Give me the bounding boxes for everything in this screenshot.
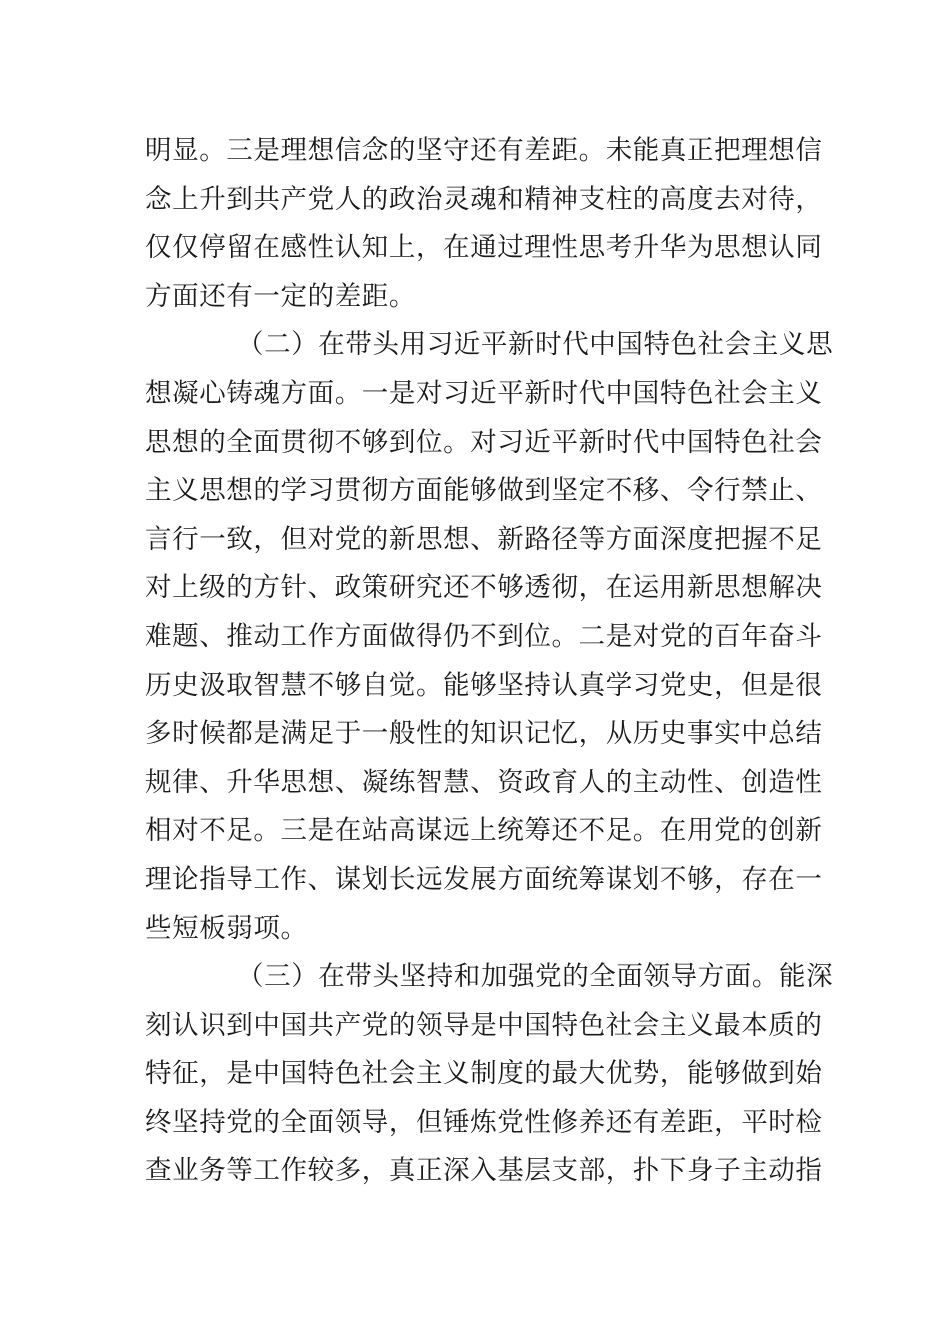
text-line: 多时候都是满足于一般性的知识记忆，从历史事实中总结 — [145, 718, 823, 750]
text-line: 特征，是中国特色社会主义制度的最大优势，能够做到始 — [145, 1058, 823, 1090]
text-line: 主义思想的学习贯彻方面能够做到坚定不移、令行禁止、 — [145, 475, 823, 507]
text-line: 思想的全面贯彻不够到位。对习近平新时代中国特色社会 — [145, 426, 823, 458]
text-line: 相对不足。三是在站高谋远上统筹还不足。在用党的创新 — [145, 815, 823, 847]
text-line: 些短板弱项。 — [145, 912, 308, 944]
document-body — [145, 127, 834, 1196]
section-heading-line: （二）在带头用习近平新时代中国特色社会主义思 — [237, 329, 834, 361]
text-line: 言行一致，但对党的新思想、新路径等方面深度把握不足 — [145, 523, 823, 555]
text-line: 念上升到共产党人的政治灵魂和精神支柱的高度去对待， — [145, 183, 823, 215]
text-line: 方面还有一定的差距。 — [145, 280, 416, 312]
text-line: 仅仅停留在感性认知上，在通过理性思考升华为思想认同 — [145, 232, 823, 264]
text-line: 想凝心铸魂方面。一是对习近平新时代中国特色社会主义 — [145, 377, 823, 409]
text-line: 刻认识到中国共产党的领导是中国特色社会主义最本质的 — [145, 1009, 823, 1041]
section-heading-line: （三）在带头坚持和加强党的全面领导方面。能深 — [237, 961, 834, 993]
text-line: 难题、推动工作方面做得仍不到位。二是对党的百年奋斗 — [145, 620, 823, 652]
text-line: 对上级的方针、政策研究还不够透彻，在运用新思想解决 — [145, 572, 823, 604]
text-line: 明显。三是理想信念的坚守还有差距。未能真正把理想信 — [145, 135, 823, 166]
text-line: 终坚持党的全面领导，但锤炼党性修养还有差距，平时检 — [145, 1106, 823, 1138]
text-line: 规律、升华思想、凝练智慧、资政育人的主动性、创造性 — [145, 766, 823, 798]
text-line: 历史汲取智慧不够自觉。能够坚持认真学习党史，但是很 — [145, 669, 823, 701]
text-line: 查业务等工作较多，真正深入基层支部，扑下身子主动指 — [145, 1155, 823, 1187]
text-line: 理论指导工作、谋划长远发展方面统筹谋划不够，存在一 — [145, 863, 823, 895]
